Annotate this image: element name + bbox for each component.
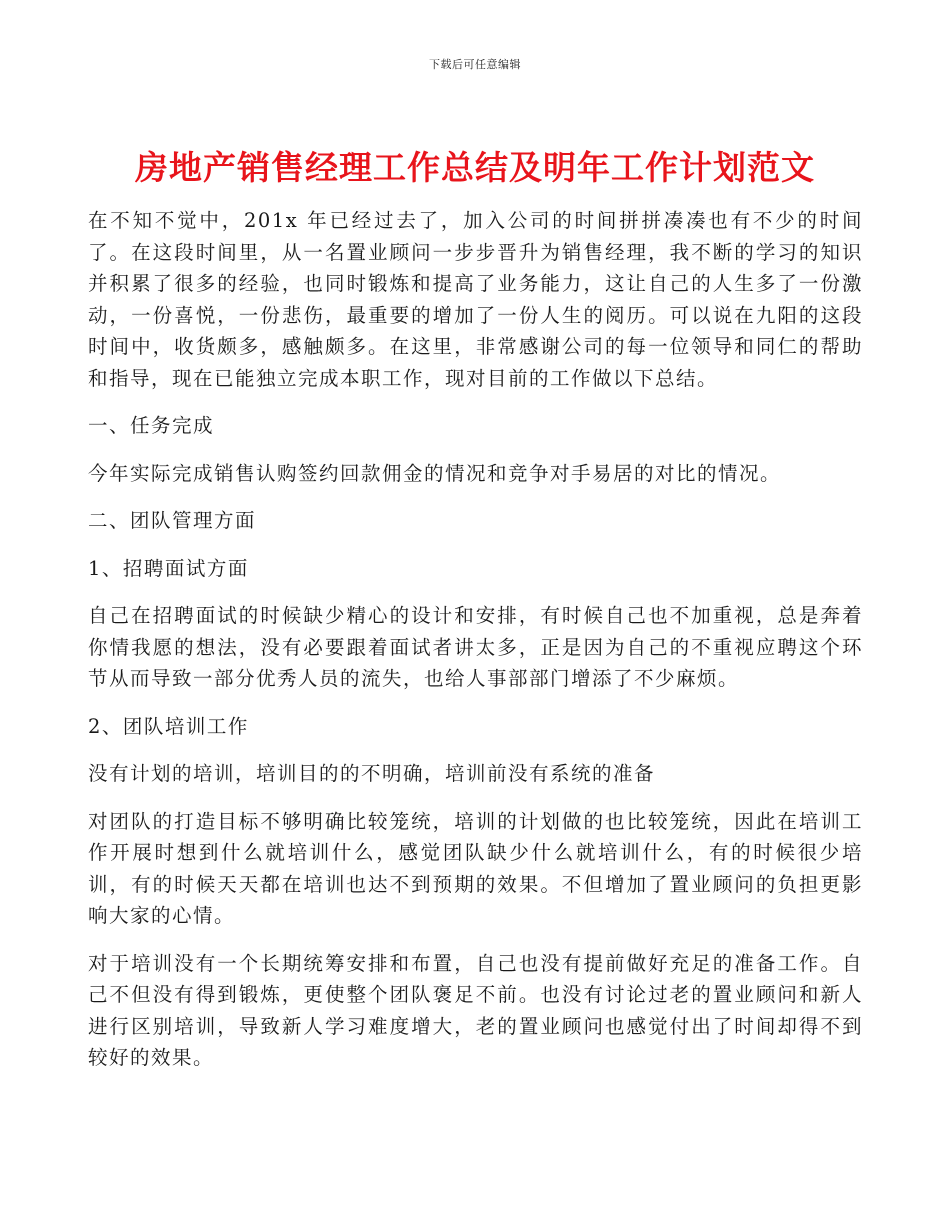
- intro-paragraph: 在不知不觉中，201x 年已经过去了，加入公司的时间拼拼凑凑也有不少的时间了。在这段时间里，从一名置业顾问一步步晋升为销售经理，我不断的学习的知识并积累了很多的经验，也同时锻炼和提高了业务能力，这让自己的人生多了一份激动，一份喜悦，一份悲伤，最重要的增加了一份人生的阅历。可以说在九阳的这段时间中，收货颇多，感触颇多。在这里，非常感谢公司的每一位领导和同仁的帮助和指导，现在已能独立完成本职工作，现对目前的工作做以下总结。: [88, 209, 863, 390]
- recruitment-paragraph: 自己在招聘面试的时候缺少精心的设计和安排，有时候自己也不加重视，总是奔着你情我愿的想法，没有必要跟着面试者讲太多，正是因为自己的不重视应聘这个环节从而导致一部分优秀人员的流失，也给人事部部门增添了不少麻烦。: [88, 604, 863, 690]
- subheading-recruitment: 1、招聘面试方面: [88, 556, 249, 580]
- task-completion-paragraph: 今年实际完成销售认购签约回款佣金的情况和竞争对手易居的对比的情况。: [88, 461, 782, 485]
- training-paragraph-1: 对团队的打造目标不够明确比较笼统，培训的计划做的也比较笼统，因此在培训工作开展时想到什么就培训什么，感觉团队缺少什么就培训什么，有的时候很少培训，有的时候天天都在培训也达不到预期的效果。不但增加了置业顾问的负担更影响大家的心情。: [88, 809, 863, 927]
- document-body: [88, 205, 863, 1090]
- header-note: 下载后可任意编辑: [429, 58, 521, 71]
- subheading-team-training: 2、团队培训工作: [88, 714, 249, 738]
- training-paragraph-2: 对于培训没有一个长期统筹安排和布置，自己也没有提前做好充足的准备工作。自己不但没有得到锻炼，更使整个团队褒足不前。也没有讨论过老的置业顾问和新人进行区别培训，导致新人学习难度增大，老的置业顾问也感觉付出了时间却得不到较好的效果。: [88, 951, 863, 1069]
- document-title: 房地产销售经理工作总结及明年工作计划范文: [135, 148, 815, 187]
- section-heading-task-completion: 一、任务完成: [88, 414, 215, 437]
- section-heading-team-management: 二、团队管理方面: [88, 509, 257, 532]
- training-summary-line: 没有计划的培训，培训目的的不明确，培训前没有系统的准备: [88, 762, 656, 785]
